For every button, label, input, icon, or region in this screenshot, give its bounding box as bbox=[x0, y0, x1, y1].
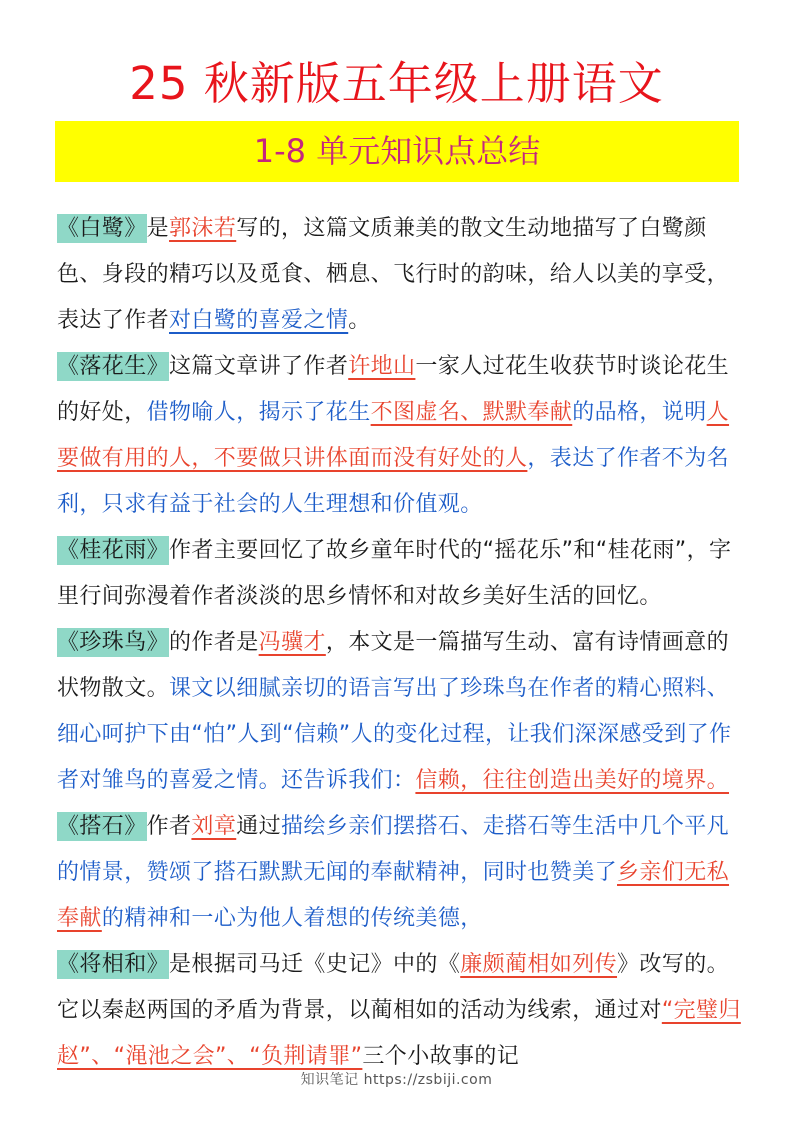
summary-text: 课文以细腻亲切的语言写出了珍珠鸟在作者的精心照料、细心呵护下由“怕”人到“信赖”人的变化过程，让我们深深感受到了作者对雏鸟的喜爱之情。还告诉我们： bbox=[57, 676, 732, 793]
body-text: 是 bbox=[146, 216, 170, 241]
lesson-paragraph bbox=[57, 620, 741, 804]
lesson-paragraph bbox=[57, 528, 741, 620]
content-body bbox=[57, 206, 741, 1080]
body-text: 这篇文章讲了作者 bbox=[169, 354, 349, 379]
key-point-text: 刘章 bbox=[191, 814, 237, 839]
key-point-text: 人要做有用的人，不要做只讲体面而没有好处的人 bbox=[57, 400, 730, 471]
body-text: 的作者是 bbox=[169, 630, 259, 655]
page-title: 25 秋新版五年级上册语文 bbox=[129, 57, 664, 110]
summary-text: 描绘乡亲们摆搭石、走搭石等生活中几个平凡的情景，赞颂了搭石默默无闻的奉献精神，同时也赞美了 bbox=[57, 814, 730, 885]
lesson-title-tag: 《将相和》 bbox=[57, 952, 170, 977]
summary-text: 的品格，说明 bbox=[572, 400, 707, 425]
lesson-title-tag: 《落花生》 bbox=[57, 354, 170, 379]
key-point-text: 信赖，往往创造出美好的境界。 bbox=[415, 768, 730, 793]
body-text: 写的，这篇文质兼美的散文生动地描写了白鹭颜色、身段的精巧以及觅食、栖息、飞行时的韵味，给人以美的享受，表达了作者 bbox=[57, 216, 730, 333]
summary-text: ，表达了作者不为名利，只求有益于社会的人生理想和价值观。 bbox=[57, 446, 730, 517]
lesson-title-tag: 《桂花雨》 bbox=[57, 538, 170, 563]
key-point-text: 郭沫若 bbox=[169, 216, 237, 241]
key-point-text: 许地山 bbox=[348, 354, 416, 379]
body-text: 》改写的。它以秦赵两国的矛盾为背景，以蔺相如的活动为线索，通过对 bbox=[57, 952, 730, 1023]
lesson-paragraph bbox=[57, 804, 741, 942]
lesson-title-tag: 《搭石》 bbox=[57, 814, 147, 839]
key-point-text: 不图虚名、默默奉献 bbox=[370, 400, 573, 425]
summary-text: 对白鹭的喜爱之情 bbox=[169, 308, 349, 333]
key-point-text: 冯骥才 bbox=[258, 630, 326, 655]
subtitle-text: 1-8 单元知识点总结 bbox=[253, 132, 541, 170]
body-text: 一家人过花生收获节时谈论花生的好处， bbox=[57, 354, 730, 425]
lesson-title-tag: 《白鹭》 bbox=[57, 216, 147, 241]
lesson-paragraph bbox=[57, 942, 741, 1080]
body-text: 作者主要回忆了故乡童年时代的“摇花乐”和“桂花雨”，字里行间弥漫着作者淡淡的思乡情怀和对故乡美好生活的回忆。 bbox=[57, 538, 732, 609]
body-text: ，本文是一篇描写生动、富有诗情画意的状物散文。 bbox=[57, 630, 730, 701]
body-text: 三个小故事的记 bbox=[362, 1044, 520, 1069]
key-point-text: 乡亲们无私奉献 bbox=[57, 860, 730, 931]
lesson-paragraph bbox=[57, 344, 741, 528]
lesson-paragraph bbox=[57, 206, 741, 344]
summary-text: 的精神和一心为他人着想的传统美德， bbox=[101, 906, 483, 931]
body-text: 作者 bbox=[146, 814, 192, 839]
lesson-title-tag: 《珍珠鸟》 bbox=[57, 630, 170, 655]
key-point-text: 廉颇蔺相如列传 bbox=[460, 952, 618, 977]
key-point-text: “完璧归赵”、“渑池之会”、“负荆请罪” bbox=[57, 998, 741, 1069]
body-text: 是根据司马迁《史记》中的《 bbox=[169, 952, 461, 977]
body-text: 。 bbox=[348, 308, 371, 333]
body-text: 通过 bbox=[236, 814, 282, 839]
summary-text: 借物喻人，揭示了花生 bbox=[146, 400, 371, 425]
subtitle-banner bbox=[55, 121, 739, 182]
footer-watermark: 知识笔记 https://zsbiji.com bbox=[300, 1072, 493, 1088]
